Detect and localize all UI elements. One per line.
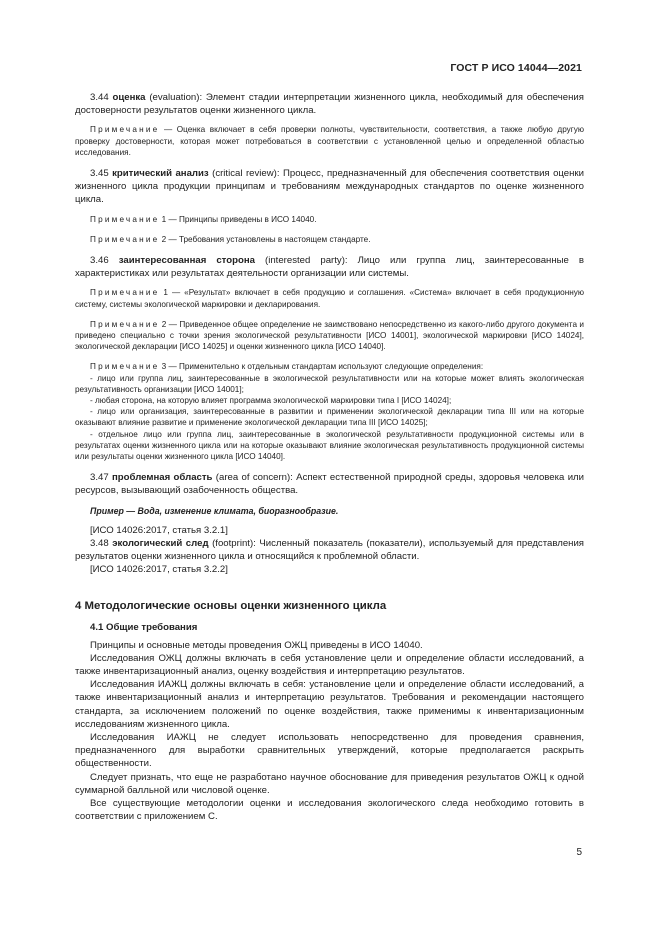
page-content (75, 91, 584, 823)
definition-text: (critical review): Процесс, предназначенный для обеспечения соответствия оценки жизненного цикла продукции принципам и требованиям международных стандартов по оценке жизненного цикла. (75, 168, 584, 206)
note-3-46-2 (75, 319, 584, 353)
term: оценка (112, 92, 146, 103)
example-3-47: Пример — Вода, изменение климата, биоразнообразие. (90, 505, 339, 516)
term: заинтересованная сторона (118, 255, 255, 267)
page-number: 5 (576, 847, 582, 858)
list-item: - любая сторона, на которую влияет программа экологической маркировки типа I [ИСО 14024]; (90, 396, 452, 406)
term: проблемная область (112, 472, 213, 484)
clause-number: 3.48 (90, 537, 113, 549)
clause-number: 3.44 (90, 92, 113, 103)
list-item: - отдельное лицо или группа лиц, заинтересованные в экологической результативности продукционной системы или в результатах оценки жизненного цикла или на которые оказывают влияние экологическая результативность продукционной системы или результаты оценки жизненного цикла [ИСО 14040]. (75, 429, 584, 462)
reference-3-48: [ИСО 14026:2017, статья 3.2.2] (90, 564, 228, 576)
body-paragraph: Исследования ОЖЦ должны включать в себя установление цели и определение области исследований, а также инвентаризационный анализ, оценку воздействия и интерпретацию результатов. (75, 652, 584, 677)
note-text: 2 — Требования установлены в настоящем стандарте. (159, 234, 371, 244)
definition-3-47 (75, 471, 584, 497)
note-3-45-2 (75, 234, 584, 245)
body-paragraph: Все существующие методологии оценки и исследования экологического следа необходимо готовить в соответствии с приложением С. (75, 797, 584, 823)
term: экологический след (112, 537, 209, 549)
definition-text: (interested party): Лицо или группа лиц, заинтересованные в характеристиках или результатах деятельности организации или системы. (75, 255, 585, 280)
note-3-46-3 (75, 361, 584, 372)
document-code-header: ГОСТ Р ИСО 14044—2021 (450, 62, 582, 74)
definition-text: (area of concern): Аспект естественной природной среды, здоровья человека или ресурсов, вызывающий озабоченность общества. (75, 472, 585, 497)
clause-number: 3.47 (90, 472, 113, 484)
list-item: - лицо или группа лиц, заинтересованные в экологической результативности или на которые может влиять экологическая результативность организации [ИСО 14001]; (75, 373, 584, 394)
note-3-45-1 (75, 214, 584, 225)
note-label: Примечание (90, 362, 160, 372)
note-3-46-1 (75, 287, 584, 309)
subsection-heading-4-1: 4.1 Общие требования (90, 621, 198, 633)
note-text: 1 — «Результат» включает в себя продукцию и соглашения. «Система» включает в себя продукционную систему, системы экологической маркировки и декларирования. (75, 288, 584, 309)
section-heading-4: 4 Методологические основы оценки жизненного цикла (75, 599, 387, 612)
definition-3-44 (75, 91, 584, 117)
note-text: — Оценка включает в себя проверки полноты, чувствительности, соответствия, а также любую другую проверку достоверности, которая может потребоваться в соответствии с установленной целью и определенной областью исследования. (75, 125, 584, 157)
list-item: - лицо или организация, заинтересованные в развитии и применении экологической декларации типа III или на которые оказывают влияние развитие и применение экологической декларации типа III [ИСО 14025]; (75, 407, 584, 428)
note-label: Примечание (90, 125, 160, 135)
clause-number: 3.46 (90, 255, 119, 267)
clause-number: 3.45 (90, 168, 113, 180)
body-paragraph: Исследования ИАЖЦ должны включать в себя: установление цели и определение области исследований, а также инвентаризационный анализ и интерпретацию результатов. Требования и рекомендации настоящего стандарта, за исключением положений по оценке воздействия, также применимы к инвентаризационным исследованиям жизненного цикла. (75, 679, 584, 730)
note-label: Примечание (90, 234, 160, 244)
note-label: Примечание (90, 214, 160, 224)
body-paragraph: Принципы и основные методы проведения ОЖЦ приведены в ИСО 14040. (90, 639, 423, 651)
definition-3-45 (75, 167, 584, 207)
note-text: 2 — Приведенное общее определение не заимствовано непосредственно из какого-либо другого документа и приведено специально с точки зрения экологической результативности [ИСО 14001], экологической маркировки [ИСО 14024], экологической декларации [ИСО 14025] и оценки жизненного цикла [ИСО 14040]. (75, 319, 584, 352)
definition-text: (evaluation): Элемент стадии интерпретации жизненного цикла, необходимый для обеспечения достоверности результатов оценки жизненного цикла. (75, 92, 584, 117)
note-text: 3 — Применительно к отдельным стандартам используют следующие определения: (159, 362, 484, 372)
reference-3-47: [ИСО 14026:2017, статья 3.2.1] (90, 524, 228, 536)
definition-3-46 (75, 254, 584, 280)
definition-text: (footprint): Численный показатель (показатели), используемый для представления результатов оценки жизненного цикла и относящийся к проблемной области. (75, 537, 585, 563)
body-paragraph: Исследования ИАЖЦ не следует использовать непосредственно для проведения сравнения, предназначенного для выработки сравнительных утверждений, которые предполагается раскрыть общественности. (75, 731, 584, 770)
note-text: 1 — Принципы приведены в ИСО 14040. (159, 214, 317, 224)
note-label: Примечание (90, 288, 160, 298)
body-paragraph: Следует признать, что еще не разработано научное обоснование для приведения результатов ОЖЦ к одной суммарной балльной или числовой оценке. (75, 771, 584, 796)
note-3-44 (75, 124, 584, 158)
note-label: Примечание (90, 319, 160, 329)
term: критический анализ (112, 168, 209, 180)
definition-3-48 (75, 537, 584, 563)
